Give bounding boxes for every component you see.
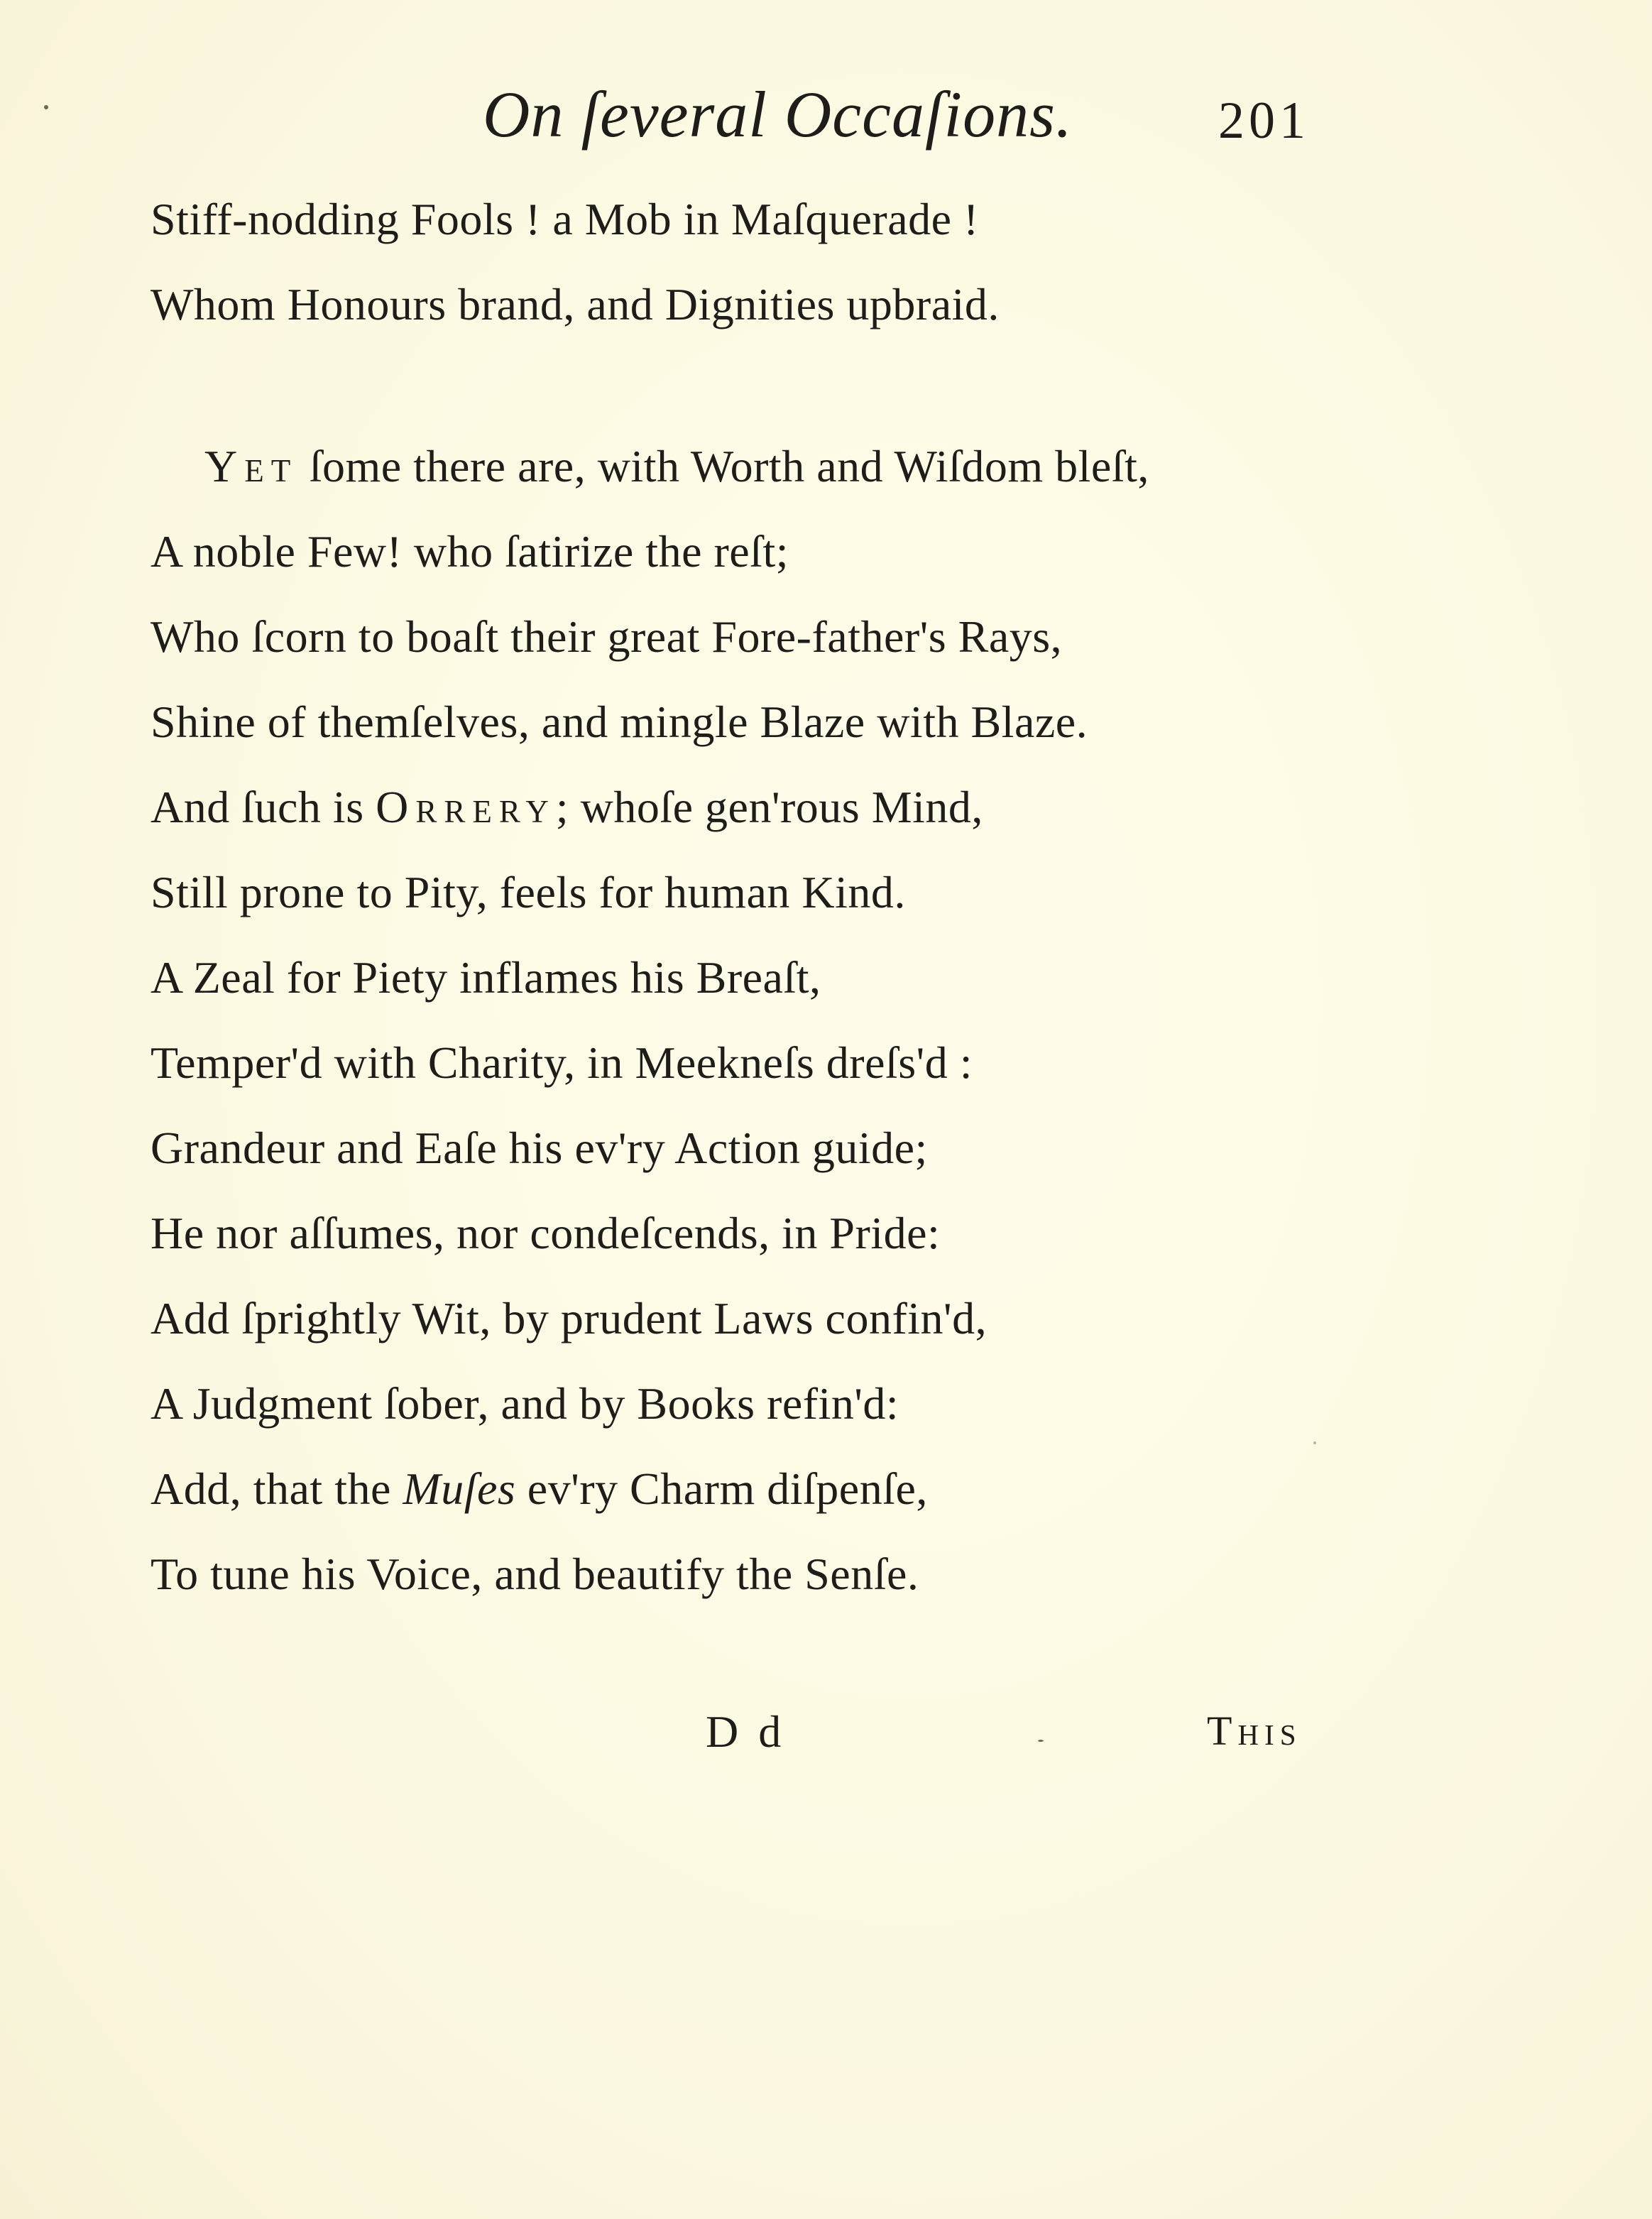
stanza-opening-word: Yet bbox=[204, 441, 298, 491]
poem-line-15-start: Add, that the bbox=[151, 1463, 403, 1514]
poem-line-1: Stiff-nodding Fools ! a Mob in Maſquerade ! bbox=[151, 194, 979, 244]
poem-line-4: A noble Few! who ſatirize the reſt; bbox=[151, 526, 789, 577]
poem-line-3 bbox=[204, 440, 1149, 493]
poem-line-14: A Judgment ſober, and by Books refin'd: bbox=[151, 1378, 899, 1429]
poem-line-5: Who ſcorn to boaſt their great Fore-father's Rays, bbox=[151, 611, 1063, 662]
poem-line-12: He nor aſſumes, nor condeſcends, in Pride: bbox=[151, 1208, 941, 1258]
running-title: On ſeveral Occaſions. bbox=[483, 78, 1073, 151]
name-orrery: Orrery bbox=[376, 782, 556, 832]
poem-line-7 bbox=[151, 781, 983, 834]
poem-line-16: To tune his Voice, and beautify the Senſe. bbox=[151, 1549, 919, 1599]
poem-line-7-end: ; whoſe gen'rous Mind, bbox=[555, 782, 983, 832]
catchword: This bbox=[1207, 1708, 1302, 1754]
poem-line-8: Still prone to Pity, feels for human Kind. bbox=[151, 867, 906, 917]
poem-line-15 bbox=[151, 1463, 928, 1515]
poem-line-10: Temper'd with Charity, in Meekneſs dreſs'd : bbox=[151, 1037, 973, 1088]
poem-line-9: A Zeal for Piety inflames his Breaſt, bbox=[151, 952, 821, 1003]
poem-line-6: Shine of themſelves, and mingle Blaze with Blaze. bbox=[151, 697, 1088, 747]
signature-mark: D d bbox=[706, 1706, 786, 1757]
word-muses: Muſes bbox=[403, 1463, 516, 1514]
poem-line-2: Whom Honours brand, and Dignities upbraid. bbox=[151, 279, 1000, 329]
paper-speck bbox=[44, 105, 48, 109]
page-number: 201 bbox=[1218, 92, 1310, 150]
paper-speck bbox=[1038, 1740, 1044, 1742]
poem-line-3-text: ſome there are, with Worth and Wiſdom bleſt, bbox=[309, 441, 1149, 491]
poem-line-7-start: And ſuch is bbox=[151, 782, 376, 832]
poem-line-11: Grandeur and Eaſe his ev'ry Action guide; bbox=[151, 1123, 928, 1173]
paper-speck bbox=[1313, 1441, 1316, 1444]
poem-line-15-end: ev'ry Charm diſpenſe, bbox=[515, 1463, 928, 1514]
poem-line-13: Add ſprightly Wit, by prudent Laws confin'd, bbox=[151, 1293, 988, 1343]
